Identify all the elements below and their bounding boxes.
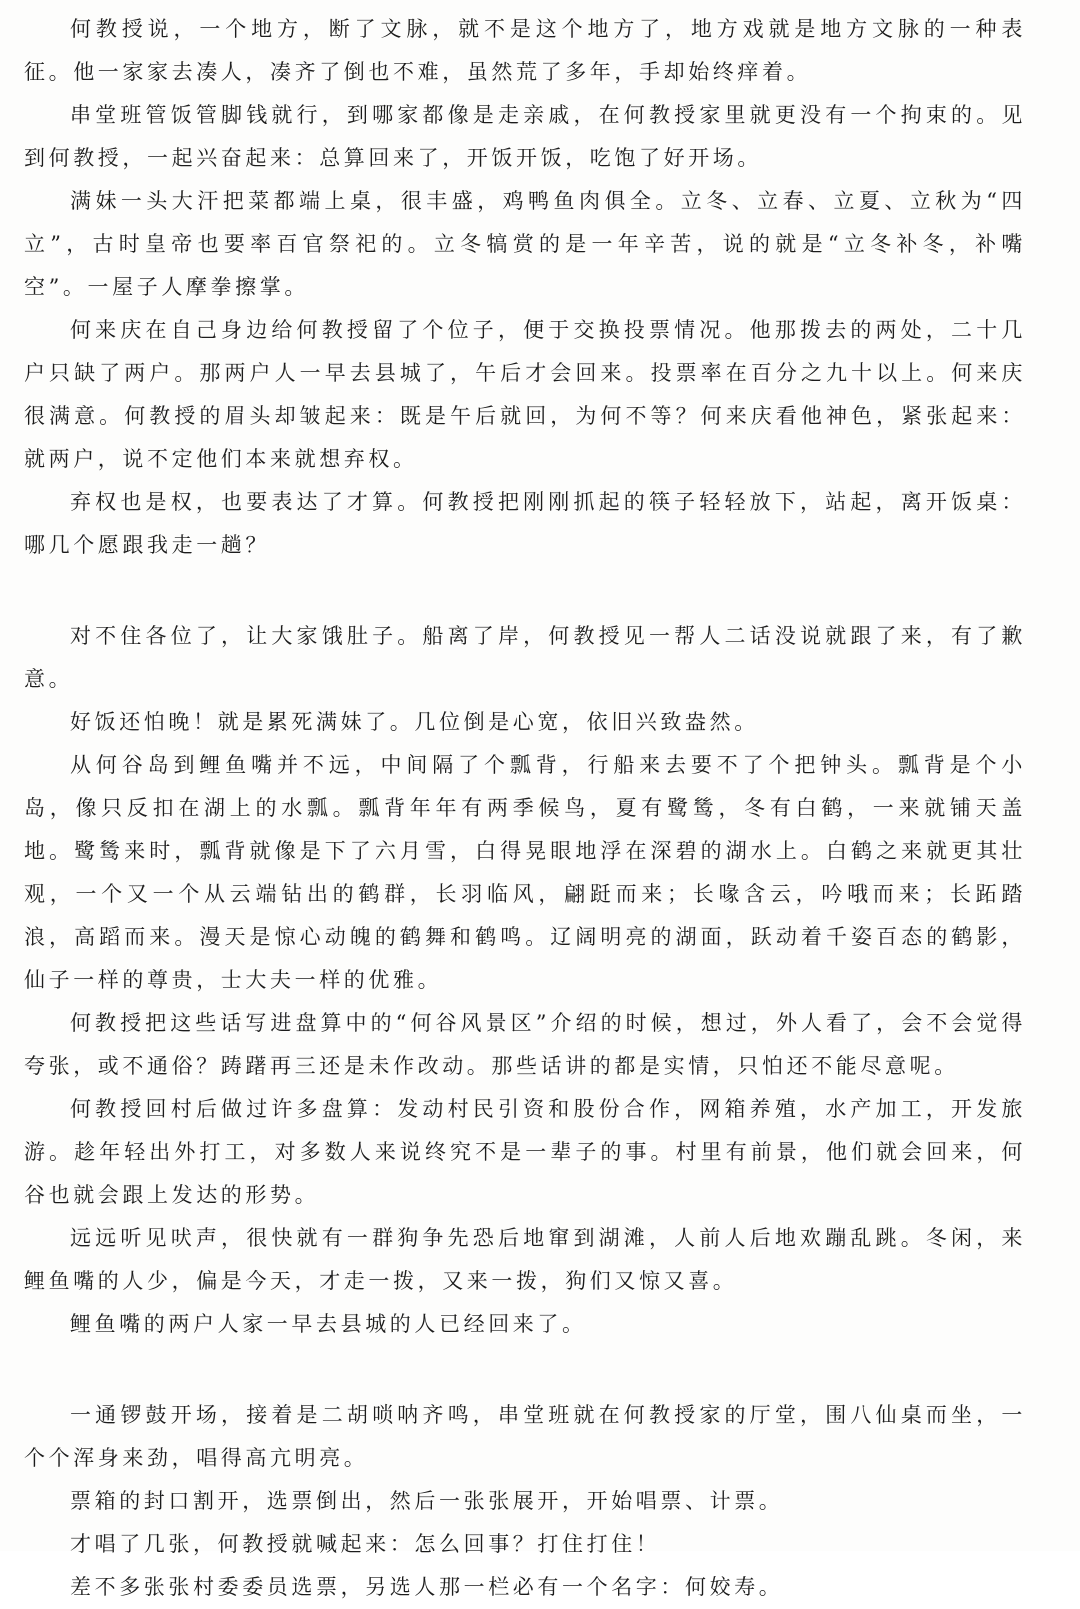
paragraph: 票箱的封口割开，选票倒出，然后一张张展开，开始唱票、计票。 — [70, 1489, 784, 1513]
paragraph: 鲤鱼嘴的两户人家一早去县城的人已经回来了。 — [70, 1312, 587, 1336]
paragraph: 弃权也是权，也要表达了才算。何教授把刚刚抓起的筷子轻轻放下，站起，离开饭桌：哪几个愿跟我走一趟？ — [24, 490, 1026, 557]
paragraph: 从何谷岛到鲤鱼嘴并不远，中间隔了个瓢背，行船来去要不了个把钟头。瓢背是个小岛，像只反扣在湖上的水瓢。瓢背年年有两季候鸟，夏有鹭鸶，冬有白鹤，一来就铺天盖地。鹭鸶来时，瓢背就像是下了六月雪，白得晃眼地浮在深碧的湖水上。白鹤之来就更其壮观，一个又一个从云端钻出的鹤群，长羽临风，翩跹而来；长喙含云，吟哦而来；长跖踏浪，高蹈而来。漫天是惊心动魄的鹤舞和鹤鸣。辽阔明亮的湖面，跃动着千姿百态的鹤影，仙子一样的尊贵，士大夫一样的优雅。 — [24, 753, 1026, 992]
paragraph: 才唱了几张，何教授就喊起来：怎么回事？打住打住！ — [70, 1532, 661, 1556]
section-break — [24, 1346, 1026, 1394]
text-section-1 — [24, 8, 1026, 567]
section-break — [24, 567, 1026, 615]
paragraph: 远远听见吠声，很快就有一群狗争先恐后地窜到湖滩，人前人后地欢蹦乱跳。冬闲，来鲤鱼嘴的人少，偏是今天，才走一拨，又来一拨，狗们又惊又喜。 — [24, 1226, 1026, 1293]
paragraph: 一通锣鼓开场，接着是二胡唢呐齐鸣，串堂班就在何教授家的厅堂，围八仙桌而坐，一个个浑身来劲，唱得高亢明亮。 — [24, 1403, 1026, 1470]
paragraph: 何来庆在自己身边给何教授留了个位子，便于交换投票情况。他那拨去的两处，二十几户只缺了两户。那两户人一早去县城了，午后才会回来。投票率在百分之九十以上。何来庆很满意。何教授的眉头却皱起来：既是午后就回，为何不等？何来庆看他神色，紧张起来：就两户，说不定他们本来就想弃权。 — [24, 318, 1026, 471]
paragraph: 串堂班管饭管脚钱就行，到哪家都像是走亲戚，在何教授家里就更没有一个拘束的。见到何教授，一起兴奋起来：总算回来了，开饭开饭，吃饱了好开场。 — [24, 103, 1026, 170]
paragraph: 满妹一头大汗把菜都端上桌，很丰盛，鸡鸭鱼肉俱全。立冬、立春、立夏、立秋为“四立”，古时皇帝也要率百官祭祀的。立冬犒赏的是一年辛苦，说的就是“立冬补冬，补嘴空”。一屋子人摩拳擦掌。 — [24, 189, 1026, 299]
paragraph: 何教授回村后做过许多盘算：发动村民引资和股份合作，网箱养殖，水产加工，开发旅游。趁年轻出外打工，对多数人来说终究不是一辈子的事。村里有前景，他们就会回来，何谷也就会跟上发达的形势。 — [24, 1097, 1026, 1207]
paragraph: 何教授说，一个地方，断了文脉，就不是这个地方了，地方戏就是地方文脉的一种表征。他一家家去凑人，凑齐了倒也不难，虽然荒了多年，手却始终痒着。 — [24, 17, 1026, 84]
paragraph: 对不住各位了，让大家饿肚子。船离了岸，何教授见一帮人二话没说就跟了来，有了歉意。 — [24, 624, 1026, 691]
text-section-2 — [24, 615, 1026, 1346]
text-section-3 — [24, 1394, 1026, 1609]
paragraph: 差不多张张村委委员选票，另选人那一栏必有一个名字：何姣寿。 — [70, 1575, 784, 1599]
paragraph: 好饭还怕晚！就是累死满妹了。几位倒是心宽，依旧兴致盎然。 — [70, 710, 759, 734]
paragraph: 何教授把这些话写进盘算中的“何谷风景区”介绍的时候，想过，外人看了，会不会觉得夸张，或不通俗？踌躇再三还是未作改动。那些话讲的都是实情，只怕还不能尽意呢。 — [24, 1011, 1026, 1078]
